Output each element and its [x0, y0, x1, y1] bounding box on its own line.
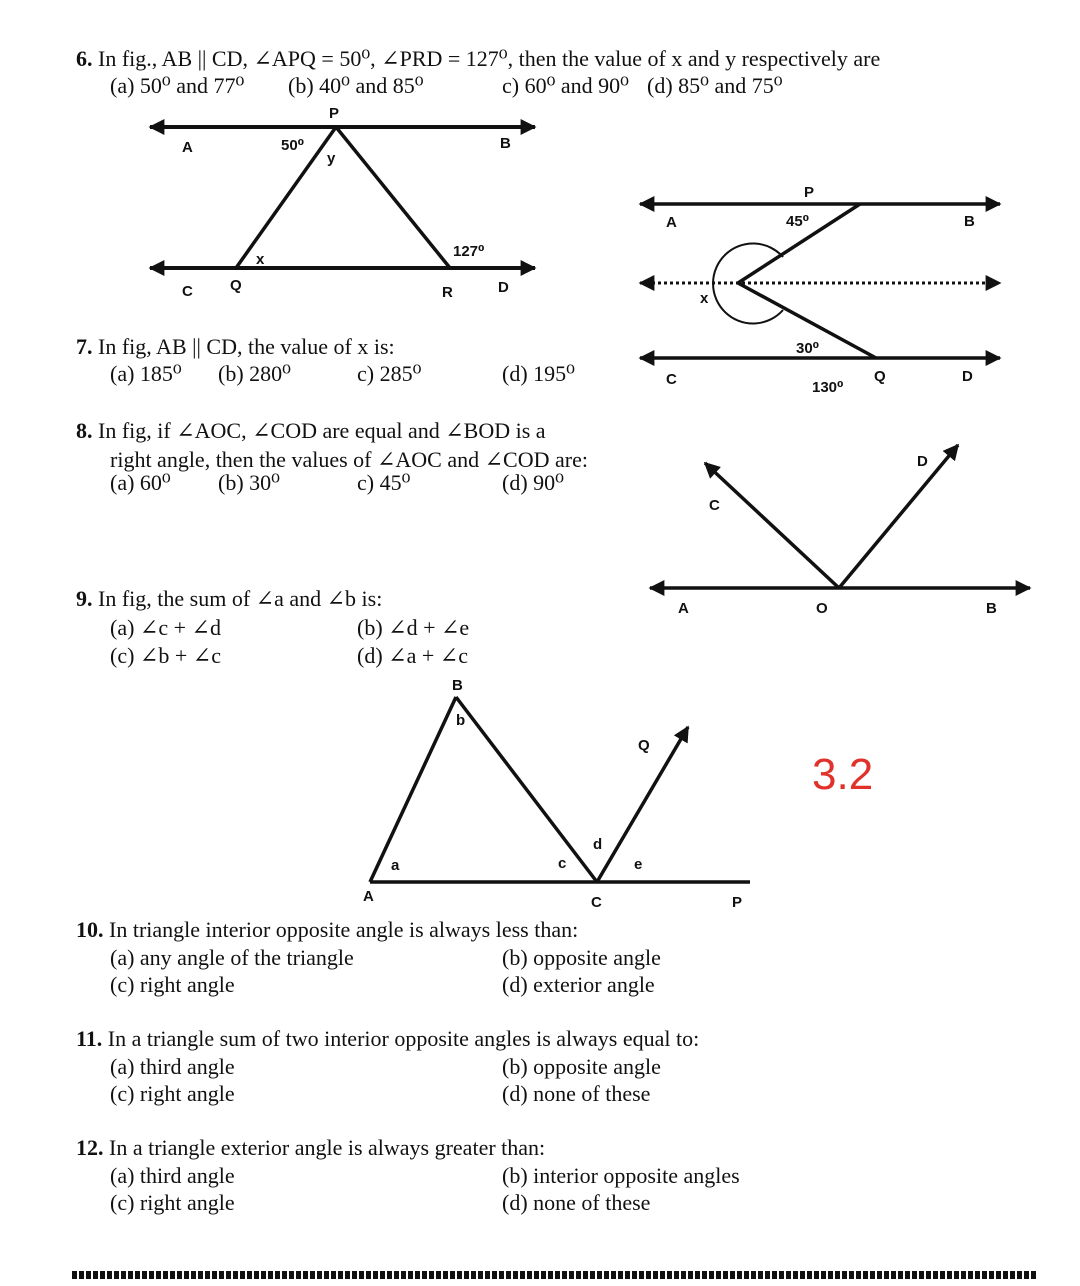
option-c: (c) ∠b + ∠c — [110, 643, 221, 668]
label-angle-q-bottom: 130⁰ — [812, 379, 844, 396]
question-10 — [76, 916, 578, 943]
label-p: P — [329, 105, 340, 122]
label-angle-apq: 50⁰ — [281, 137, 305, 154]
question-stem: In triangle interior opposite angle is always less than: — [109, 917, 579, 942]
option-a: (a) third angle — [110, 1163, 235, 1188]
label-angle-b: b — [456, 712, 466, 729]
question-number: 6. — [76, 46, 93, 71]
label-b: B — [986, 600, 997, 617]
question-stem: In fig, AB || CD, the value of x is: — [98, 334, 395, 359]
label-angle-prd: 127⁰ — [453, 243, 485, 260]
label-b: B — [452, 677, 463, 694]
option-a: (a) 60⁰ — [110, 470, 171, 495]
label-b: B — [964, 213, 975, 230]
page-badge: 3.2 — [812, 750, 874, 799]
question-stem: In a triangle exterior angle is always greater than: — [109, 1135, 546, 1160]
label-x: x — [700, 290, 709, 307]
label-d: D — [917, 453, 928, 470]
question-stem-line-2: right angle, then the values of ∠AOC and ∠COD are: — [110, 447, 588, 472]
option-a: (a) any angle of the triangle — [110, 945, 354, 970]
label-x: x — [256, 251, 265, 268]
label-q: Q — [874, 368, 886, 385]
question-number: 8. — [76, 418, 93, 443]
option-c: c) 285⁰ — [357, 361, 422, 386]
option-a: (a) 50⁰ and 77⁰ — [110, 73, 245, 98]
q12-options-row-1 — [110, 1162, 790, 1189]
label-c: C — [709, 497, 720, 514]
question-number: 12. — [76, 1135, 104, 1160]
option-b: (b) interior opposite angles — [502, 1163, 740, 1188]
option-c: (c) right angle — [110, 972, 235, 997]
option-b: (b) 280⁰ — [218, 361, 291, 386]
label-d: D — [498, 279, 509, 296]
label-a: A — [666, 214, 677, 231]
label-a: A — [678, 600, 689, 617]
option-b: (b) opposite angle — [502, 945, 661, 970]
label-angle-c: c — [558, 855, 567, 872]
option-d: (d) exterior angle — [502, 972, 655, 997]
dotted-divider — [72, 1271, 1038, 1279]
q11-options-row-2 — [110, 1080, 730, 1107]
question-stem: In fig, the sum of ∠a and ∠b is: — [98, 586, 383, 611]
option-b: (b) 30⁰ — [218, 470, 280, 495]
label-y: y — [327, 150, 336, 167]
option-b: (b) 40⁰ and 85⁰ — [288, 73, 424, 98]
option-d: (d) 195⁰ — [502, 361, 575, 386]
q11-options-row-1 — [110, 1053, 730, 1080]
option-c: (c) right angle — [110, 1081, 235, 1106]
option-c: c) 45⁰ — [357, 470, 411, 495]
label-q: Q — [638, 737, 650, 754]
question-stem-line-1: In fig, if ∠AOC, ∠COD are equal and ∠BOD is a — [98, 418, 546, 443]
question-number: 9. — [76, 586, 93, 611]
option-c: c) 60⁰ and 90⁰ — [502, 73, 629, 98]
option-b: (b) ∠d + ∠e — [357, 615, 470, 640]
label-b: B — [500, 135, 511, 152]
option-d: (d) 90⁰ — [502, 470, 564, 495]
question-11 — [76, 1025, 699, 1052]
label-angle-e: e — [634, 856, 643, 873]
question-number: 11. — [76, 1026, 103, 1051]
label-angle-d: d — [593, 836, 603, 853]
q10-options-row-2 — [110, 971, 730, 998]
option-d: (d) ∠a + ∠c — [357, 643, 468, 668]
label-angle-p: 45⁰ — [786, 213, 810, 230]
side-ab — [370, 697, 456, 882]
label-c: C — [591, 894, 602, 911]
option-d: (d) none of these — [502, 1190, 651, 1215]
option-d: (d) 85⁰ and 75⁰ — [647, 73, 783, 98]
option-c: (c) right angle — [110, 1190, 235, 1215]
label-p: P — [804, 184, 815, 201]
label-p: P — [732, 894, 743, 911]
question-number: 10. — [76, 917, 104, 942]
label-d: D — [962, 368, 973, 385]
option-d: (d) none of these — [502, 1081, 651, 1106]
label-angle-a: a — [391, 857, 400, 874]
question-stem: In fig., AB || CD, ∠APQ = 50⁰, ∠PRD = 127⁰, then the value of x and y respectively are — [98, 46, 881, 71]
question-stem: In a triangle sum of two interior opposite angles is always equal to: — [107, 1026, 700, 1051]
option-a: (a) 185⁰ — [110, 361, 182, 386]
q12-options-row-2 — [110, 1189, 790, 1216]
question-number: 7. — [76, 334, 93, 359]
label-c: C — [666, 371, 677, 388]
label-a: A — [363, 888, 374, 905]
option-b: (b) opposite angle — [502, 1054, 661, 1079]
label-a: A — [182, 139, 193, 156]
label-angle-q-top: 30⁰ — [796, 340, 820, 357]
option-a: (a) ∠c + ∠d — [110, 615, 221, 640]
label-r: R — [442, 284, 453, 301]
label-q: Q — [230, 277, 242, 294]
side-bc — [456, 697, 597, 882]
question-12 — [76, 1134, 545, 1161]
q10-options-row-1 — [110, 944, 730, 971]
option-a: (a) third angle — [110, 1054, 235, 1079]
label-c: C — [182, 283, 193, 300]
label-o: O — [816, 600, 828, 617]
